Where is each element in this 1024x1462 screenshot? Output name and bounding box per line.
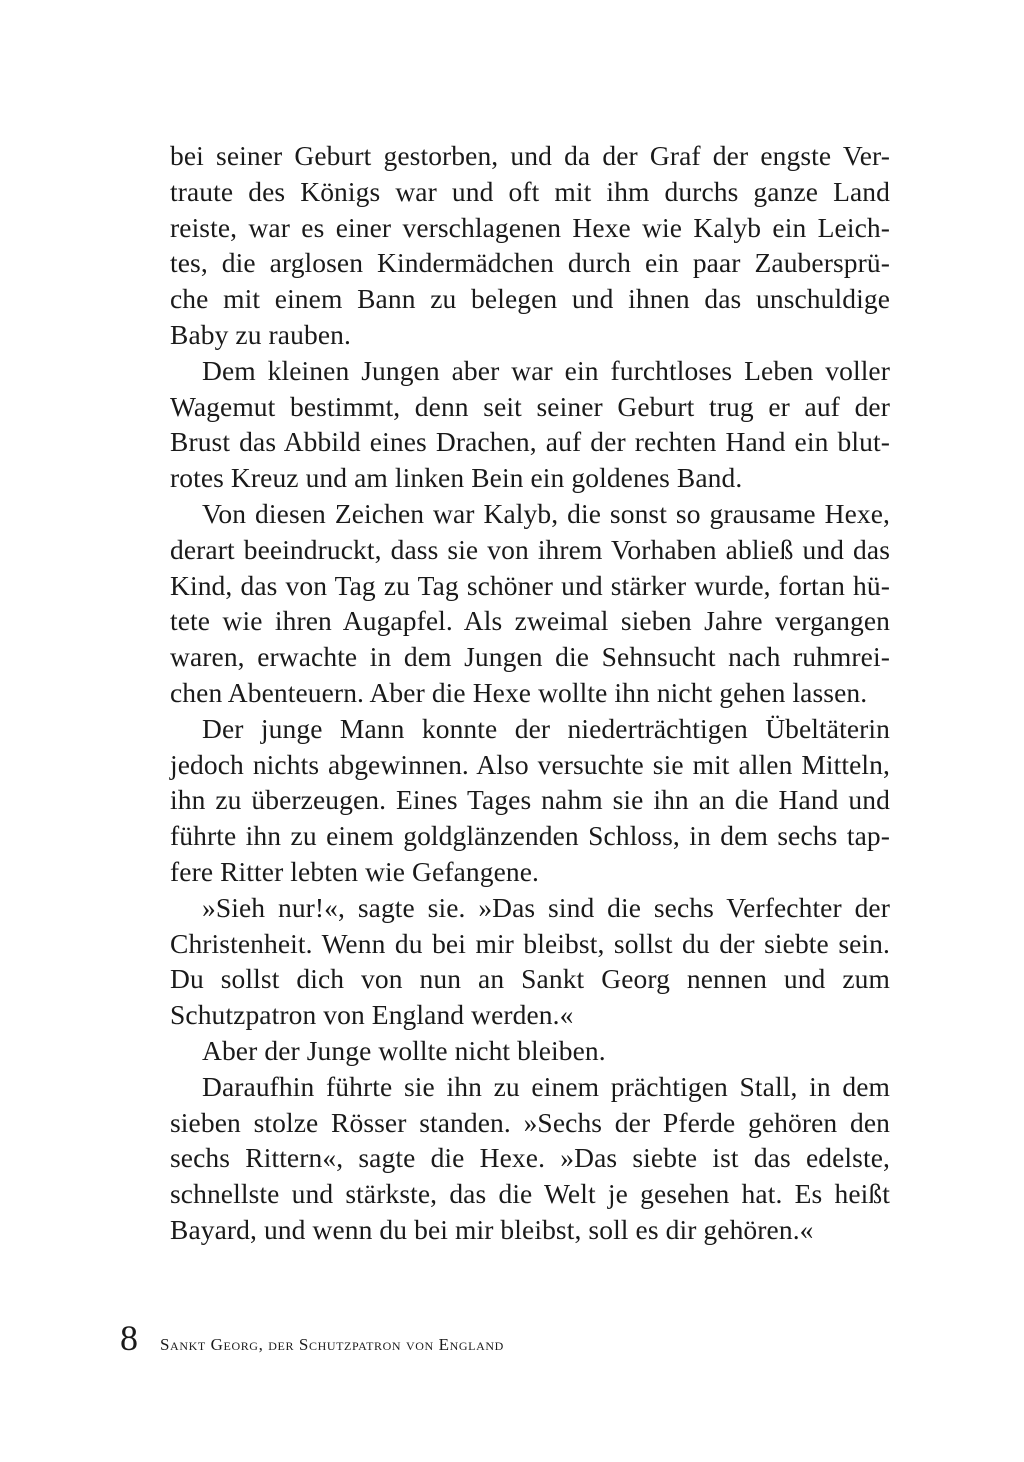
text-line: schnellste und stärkste, das die Welt je gesehen hat. Es heißt (170, 1178, 890, 1210)
text-line: Daraufhin führte sie ihn zu einem prächtigen Stall, in dem (202, 1070, 890, 1102)
text-line: Schutzpatron von England werden.« (170, 999, 574, 1031)
text-line: Wagemut bestimmt, denn seit seiner Geburt trug er auf der (170, 390, 890, 422)
body-text (170, 138, 890, 1248)
text-line: Brust das Abbild eines Drachen, auf der rechten Hand ein blut- (170, 426, 890, 458)
running-head: Sankt Georg, der Schutzpatron von England (160, 1335, 504, 1354)
text-line: che mit einem Bann zu belegen und ihnen das unschuldige (170, 283, 890, 315)
page-number: 8 (120, 1318, 138, 1358)
text-line: Aber der Junge wollte nicht bleiben. (202, 1034, 606, 1066)
text-line: Baby zu rauben. (170, 318, 351, 350)
text-line: waren, erwachte in dem Jungen die Sehnsucht nach ruhmrei- (170, 641, 890, 673)
text-line: jedoch nichts abgewinnen. Also versuchte sie mit allen Mitteln, (170, 748, 890, 780)
text-line: traute des Königs war und oft mit ihm durchs ganze Land (170, 175, 890, 207)
text-line: sieben stolze Rösser standen. »Sechs der Pferde gehören den (170, 1106, 890, 1138)
text-line: tes, die arglosen Kindermädchen durch ein paar Zaubersprü- (170, 247, 890, 279)
text-line: bei seiner Geburt gestorben, und da der Graf der engste Ver- (170, 140, 890, 171)
text-line: Christenheit. Wenn du bei mir bleibst, sollst du der siebte sein. (170, 927, 890, 959)
text-line: Bayard, und wenn du bei mir bleibst, soll es dir gehören.« (170, 1213, 814, 1245)
text-line: reiste, war es einer verschlagenen Hexe wie Kalyb ein Leich- (170, 211, 890, 243)
text-line: tete wie ihren Augapfel. Als zweimal sieben Jahre vergangen (170, 605, 890, 637)
text-line: fere Ritter lebten wie Gefangene. (170, 855, 540, 887)
text-line: ihn zu überzeugen. Eines Tages nahm sie ihn an die Hand und (170, 784, 890, 816)
text-line: chen Abenteuern. Aber die Hexe wollte ihn nicht gehen lassen. (170, 676, 868, 708)
text-line: derart beeindruckt, dass sie von ihrem Vorhaben abließ und das (170, 533, 890, 565)
text-line: Der junge Mann konnte der niederträchtigen Übeltäterin (202, 712, 890, 744)
text-line: »Sieh nur!«, sagte sie. »Das sind die sechs Verfechter der (202, 891, 890, 923)
text-line: sechs Rittern«, sagte die Hexe. »Das siebte ist das edelste, (170, 1142, 890, 1174)
text-line: führte ihn zu einem goldglänzenden Schloss, in dem sechs tap- (170, 820, 890, 852)
text-line: Du sollst dich von nun an Sankt Georg nennen und zum (170, 963, 890, 995)
text-line: rotes Kreuz und am linken Bein ein goldenes Band. (170, 462, 743, 494)
page-footer (120, 1318, 504, 1358)
text-line: Von diesen Zeichen war Kalyb, die sonst so grausame Hexe, (202, 497, 890, 529)
text-line: Dem kleinen Jungen aber war ein furchtloses Leben voller (202, 354, 890, 386)
text-line: Kind, das von Tag zu Tag schöner und stärker wurde, fortan hü- (170, 569, 890, 601)
